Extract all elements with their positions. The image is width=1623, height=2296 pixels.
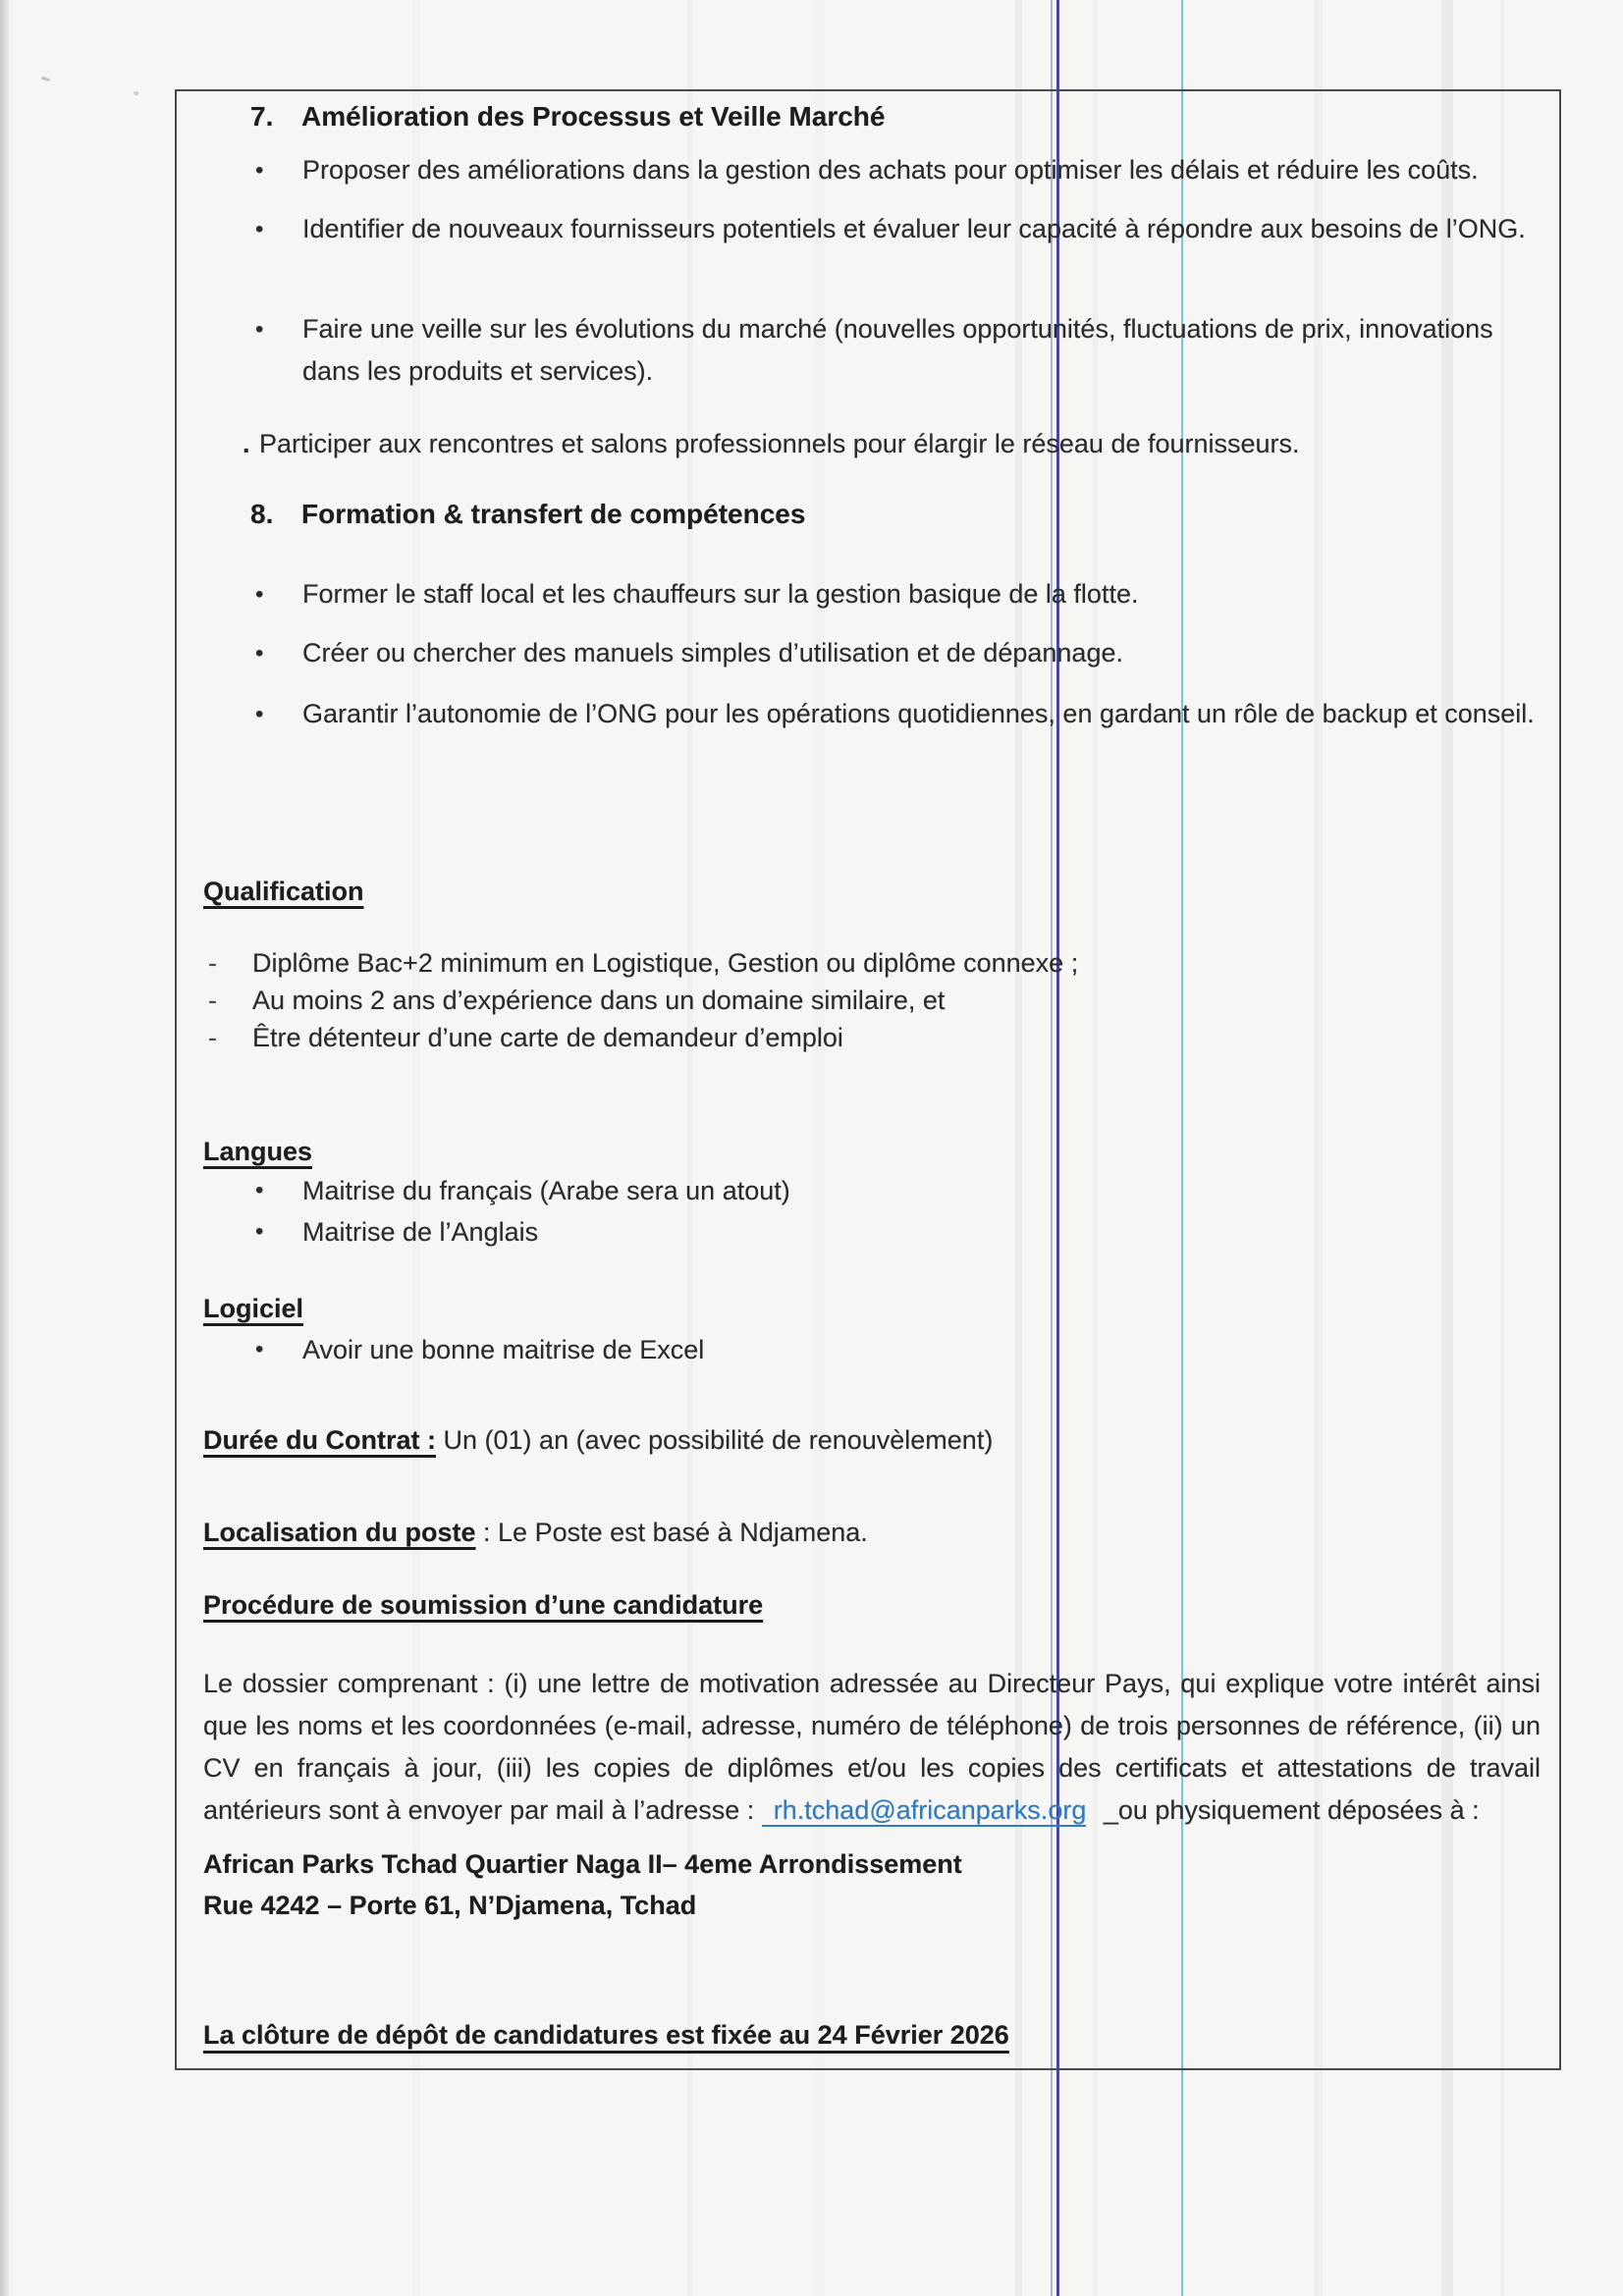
logiciel-list [255,1329,704,1370]
contract-duration-value: Un (01) an (avec possibilité de renouvèlement) [436,1425,994,1455]
bullet-icon: • [255,1218,264,1245]
procedure-heading: Procédure de soumission d’une candidature [203,1590,764,1620]
section-8-title: Formation & transfert de compétences [301,499,806,529]
contract-duration-label: Durée du Contrat : [203,1425,437,1455]
list-item [243,423,1300,465]
list-item [255,308,1542,393]
list-item [255,632,1542,674]
section-7-title: Amélioration des Processus et Veille Marché [301,101,886,132]
logiciel-heading: Logiciel [203,1294,304,1323]
dash-marker: - [208,986,217,1015]
list-item-text: Diplôme Bac+2 minimum en Logistique, Gestion ou diplôme connexe ; [252,948,1079,978]
location-value: : Le Poste est basé à Ndjamena. [475,1518,868,1547]
section-8-heading [250,493,805,535]
list-item-text: Maitrise de l’Anglais [302,1217,539,1247]
scan-speck [41,77,50,82]
list-item [255,208,1542,250]
bullet-icon: • [255,701,264,727]
list-item-text: Au moins 2 ans d’expérience dans un domaine similaire, et [252,986,946,1015]
qualification-list [208,944,1078,1056]
bullet-icon: • [255,157,264,184]
list-item [255,693,1542,735]
bullet-icon: • [255,216,264,242]
list-item-text: Créer ou chercher des manuels simples d’utilisation et de dépannage. [302,638,1123,667]
paragraph-text-before-link: Le dossier comprenant : (i) une lettre de motivation adressée au Directeur Pays, qui explique votre intérêt ainsi que les noms et les coordonnées (e-mail, adresse, numéro de téléphone) de trois personnes de référence, (ii) un CV en français à jour, (iii) les copies de diplômes et/ou les copies des certificats et attestations de travail antérieurs sont à envoyer par mail à l’adresse : [203,1669,1541,1825]
list-item [255,1211,790,1253]
email-link[interactable]: rh.tchad@africanparks.org [762,1795,1087,1827]
contract-duration-line [203,1419,993,1462]
section-8-number: 8. [250,499,274,529]
list-item [208,982,1078,1019]
list-item-text: Maitrise du français (Arabe sera un atout) [302,1176,790,1205]
bullet-icon: • [255,1177,264,1203]
bullet-icon: • [255,640,264,667]
list-item [255,573,1542,615]
list-item-text: Faire une veille sur les évolutions du marché (nouvelles opportunités, fluctuations de prix, innovations dans les produits et services). [302,314,1493,386]
langues-heading: Langues [203,1137,313,1166]
dash-marker: - [208,1023,217,1052]
application-instructions-paragraph [203,1663,1541,1832]
scan-left-edge [0,0,10,2296]
postal-address [203,1843,962,1926]
document-border-box [175,89,1561,2070]
list-item-text: Proposer des améliorations dans la gestion des achats pour optimiser les délais et réduire les coûts. [302,155,1479,185]
list-item-text: Garantir l’autonomie de l’ONG pour les opérations quotidiennes, en gardant un rôle de backup et conseil. [302,699,1535,728]
bullet-icon: • [255,581,264,608]
address-line-2: Rue 4242 – Porte 61, N’Djamena, Tchad [203,1891,697,1920]
qualification-heading: Qualification [203,877,364,906]
section-7-heading [250,95,885,137]
list-item-text: Participer aux rencontres et salons professionnels pour élargir le réseau de fournisseurs. [259,429,1300,458]
section-7-number: 7. [250,101,274,132]
list-item [255,149,1542,191]
dash-marker: - [208,948,217,978]
list-item [208,944,1078,982]
list-item [255,1170,790,1211]
list-item [255,1329,704,1370]
location-label: Localisation du poste [203,1518,476,1547]
address-line-1: African Parks Tchad Quartier Naga II– 4eme Arrondissement [203,1849,962,1879]
application-deadline: La clôture de dépôt de candidatures est fixée au 24 Février 2026 [203,2020,1009,2050]
list-item-text: Être détenteur d’une carte de demandeur d’emploi [252,1023,843,1052]
dot-marker: . [243,429,250,458]
list-item-text: Former le staff local et les chauffeurs sur la gestion basique de la flotte. [302,579,1139,609]
paragraph-text-after-link: _ou physiquement déposées à : [1096,1795,1480,1825]
langues-list [255,1170,790,1253]
list-item-text: Identifier de nouveaux fournisseurs potentiels et évaluer leur capacité à répondre aux besoins de l’ONG. [302,214,1526,243]
bullet-icon: • [255,1336,264,1362]
list-item-text: Avoir une bonne maitrise de Excel [302,1335,705,1364]
bullet-icon: • [255,316,264,343]
list-item [208,1019,1078,1056]
scan-speck [134,91,138,95]
location-line [203,1512,868,1554]
